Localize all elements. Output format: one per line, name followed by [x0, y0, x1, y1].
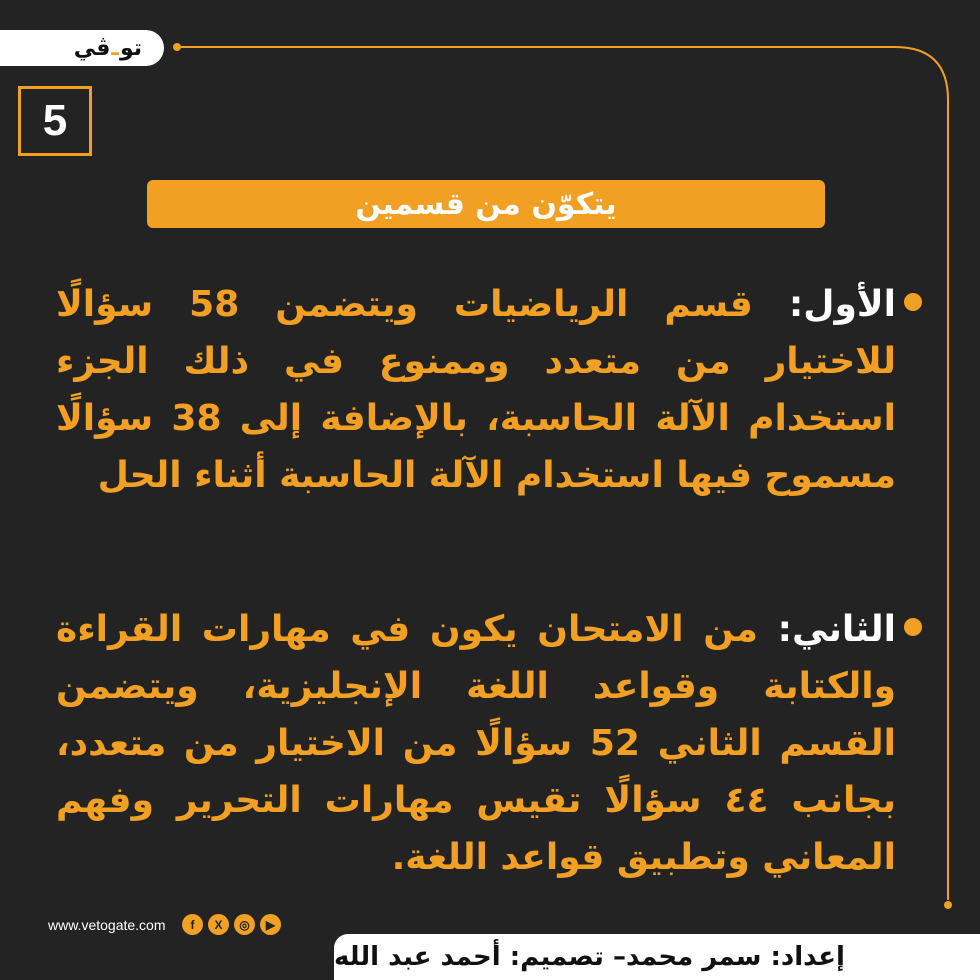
instagram-icon: ◎ — [234, 914, 255, 935]
facebook-icon: f — [182, 914, 203, 935]
section-second — [56, 601, 896, 886]
logo-text-part-b: تو — [119, 35, 142, 61]
bullet-point-2 — [904, 618, 922, 636]
section-second-body: من الامتحان يكون في مهارات القراءة والكتابة وقواعد اللغة الإنجليزية، ويتضمن القسم الثاني 52 سؤالًا من الاختيار من متعدد، بجانب ٤٤ سؤالًا تقيس مهارات التحرير وفهم المعاني وتطبيق قواعد اللغة. — [56, 609, 897, 878]
section-first — [56, 276, 896, 504]
social-icons — [182, 914, 281, 935]
bullet-point-1 — [904, 293, 922, 311]
slide-title: يتكوّن من قسمين — [147, 180, 825, 228]
slide-number: 5 — [18, 86, 92, 156]
vetogate-logo — [0, 30, 164, 66]
logo-dot-mark: ـ — [111, 35, 119, 61]
credits-bar — [334, 934, 980, 980]
section-first-lead: الأول: — [788, 284, 897, 325]
section-first-body: قسم الرياضيات ويتضمن 58 سؤالًا للاختيار من متعدد وممنوع في ذلك الجزء استخدام الآلة الحاسبة، بالإضافة إلى 38 سؤالًا مسموح فيها استخدام الآلة الحاسبة أثناء الحل — [56, 284, 896, 496]
website-url: www.vetogate.com — [48, 917, 166, 933]
section-second-lead: الثاني: — [777, 609, 896, 650]
x-icon: X — [208, 914, 229, 935]
youtube-icon: ▶ — [260, 914, 281, 935]
logo-text-part-a: ڤي — [73, 35, 111, 61]
credits-text: إعداد: سمر محمد– تصميم: أحمد عبد الله — [334, 942, 845, 972]
